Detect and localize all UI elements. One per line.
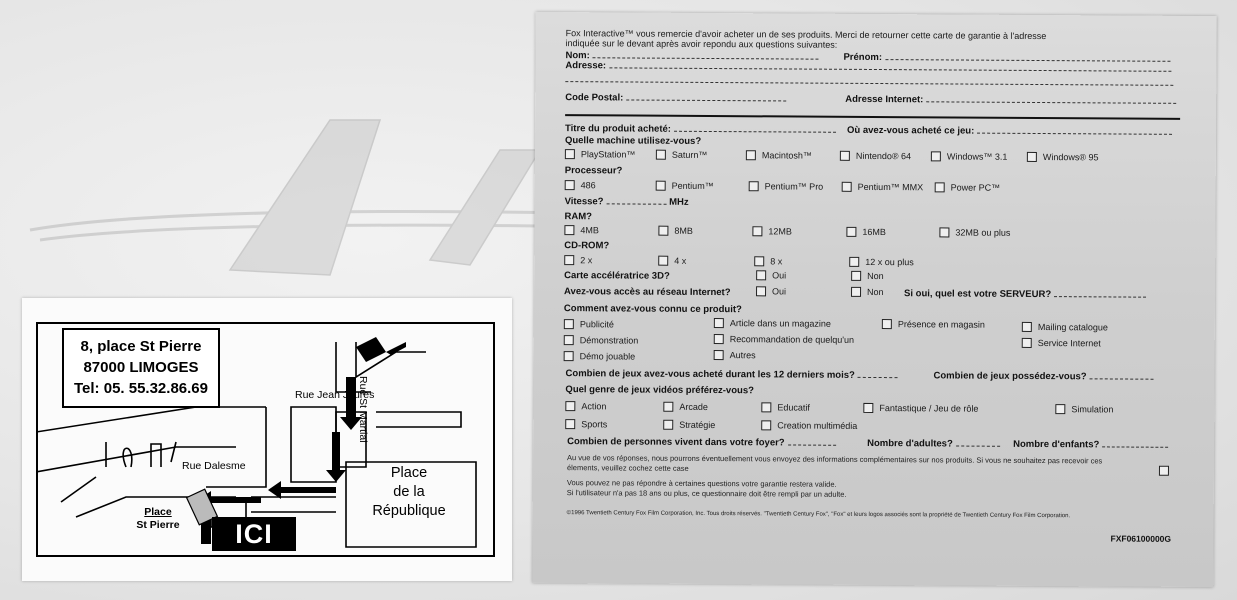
opt-label: 4 x xyxy=(674,255,687,266)
checkbox[interactable] xyxy=(564,351,574,361)
address-street: 8, place St Pierre xyxy=(80,338,202,355)
opt-arcade[interactable] xyxy=(663,401,708,413)
enfants-field[interactable] xyxy=(1013,439,1168,451)
opt-label: 16MB xyxy=(862,226,886,238)
checkbox[interactable] xyxy=(565,401,575,411)
opt-label: Démo jouable xyxy=(579,351,636,362)
code-postal-label: Code Postal: xyxy=(565,92,624,104)
opt-demo-jouable[interactable] xyxy=(564,350,636,362)
opt-cd-12x[interactable] xyxy=(849,256,914,268)
opt-sports[interactable] xyxy=(565,418,607,430)
q-internet: Avez-vous accès au réseau Internet? xyxy=(564,286,731,299)
checkbox[interactable] xyxy=(663,402,673,412)
opt-label: 8MB xyxy=(674,225,693,236)
checkbox[interactable] xyxy=(714,318,724,328)
opt-pentium-mmx[interactable] xyxy=(842,181,924,193)
vitesse-field[interactable] xyxy=(565,196,689,208)
opt-12mb[interactable] xyxy=(752,225,792,237)
checkbox[interactable] xyxy=(882,319,892,329)
opt-macintosh[interactable] xyxy=(746,149,812,161)
checkbox[interactable] xyxy=(658,256,668,266)
serveur-label: Si oui, quel est votre SERVEUR? xyxy=(904,288,1052,301)
notice-line4: Si l'utilisateur n'a pas 18 ans ou plus, ce questionnaire doit être rempli par un adulte. xyxy=(566,488,847,499)
checkbox[interactable] xyxy=(565,149,575,159)
address-phone: Tel: 05. 55.32.86.69 xyxy=(74,380,208,397)
adultes-field[interactable] xyxy=(867,438,1000,450)
opt-action[interactable] xyxy=(565,400,606,412)
checkbox[interactable] xyxy=(714,334,724,344)
checkbox[interactable] xyxy=(564,255,574,265)
checkbox[interactable] xyxy=(931,151,941,161)
checkbox[interactable] xyxy=(658,226,668,236)
opt-strategie[interactable] xyxy=(663,419,715,431)
intro-line2: indiquée sur le devant après avoir repondu aux questions suivantes: xyxy=(565,38,838,50)
q-carte3d: Carte accélératrice 3D? xyxy=(564,270,670,282)
opt-no-info[interactable] xyxy=(1159,465,1175,477)
checkbox[interactable] xyxy=(564,335,574,345)
checkbox[interactable] xyxy=(761,402,771,412)
checkbox[interactable] xyxy=(752,226,762,236)
ou-label: Où avez-vous acheté ce jeu: xyxy=(846,124,975,137)
label-place-st-pierre xyxy=(118,506,198,532)
label-rue-jean-jaures: Rue Jean Jaures xyxy=(295,389,375,401)
checkbox[interactable] xyxy=(939,227,949,237)
checkbox[interactable] xyxy=(1159,466,1169,476)
prenom-label: Prénom: xyxy=(843,51,883,64)
opt-label: Simulation xyxy=(1071,404,1114,415)
opt-label: Service Internet xyxy=(1037,337,1101,349)
code-postal-field[interactable] xyxy=(565,92,786,104)
opt-label: 486 xyxy=(580,180,596,191)
vitesse-unit: MHz xyxy=(669,196,689,208)
place-republique-line3: République xyxy=(372,503,446,519)
opt-label: Arcade xyxy=(679,401,708,412)
opt-power-pc[interactable] xyxy=(935,181,1001,193)
q-processeur: Processeur? xyxy=(564,165,623,177)
opt-label: Pentium™ Pro xyxy=(764,181,824,192)
opt-label: Educatif xyxy=(777,402,810,413)
here-badge: ICI xyxy=(212,517,296,551)
label-place-republique xyxy=(358,464,460,521)
checkbox[interactable] xyxy=(565,419,575,429)
opt-label: Stratégie xyxy=(679,419,716,431)
checkbox[interactable] xyxy=(663,420,673,430)
checkbox[interactable] xyxy=(935,182,945,192)
opt-label: Sports xyxy=(581,419,608,430)
opt-service-internet[interactable] xyxy=(1022,337,1101,349)
opt-label: PlayStation™ xyxy=(580,149,636,160)
enfants-label: Nombre d'enfants? xyxy=(1013,438,1100,451)
opt-windows31[interactable] xyxy=(931,150,1008,162)
opt-32mb[interactable] xyxy=(939,226,1010,238)
opt-label: Pentium™ MMX xyxy=(857,181,924,193)
opt-16mb[interactable] xyxy=(846,226,886,238)
opt-fantastique[interactable] xyxy=(863,402,978,415)
opt-internet-non[interactable] xyxy=(851,286,884,298)
opt-label: 2 x xyxy=(580,255,593,266)
opt-label: Saturn™ xyxy=(671,149,708,160)
titre-label: Titre du produit acheté: xyxy=(565,123,671,135)
checkbox[interactable] xyxy=(851,271,861,281)
checkbox[interactable] xyxy=(863,403,873,413)
jeux-possedes-label: Combien de jeux possédez-vous? xyxy=(933,370,1087,383)
checkbox[interactable] xyxy=(565,180,575,190)
notice-line2: élements, veuillez cochez cette case xyxy=(566,463,689,473)
product-code: FXF06100000G xyxy=(1110,533,1172,544)
opt-label: Action xyxy=(581,401,607,412)
opt-label: Windows® 95 xyxy=(1042,152,1099,163)
jeux-12mois-label: Combien de jeux avez-vous acheté durant les 12 derniers mois? xyxy=(565,368,855,381)
opt-nintendo64[interactable] xyxy=(840,150,911,162)
opt-label: Windows™ 3.1 xyxy=(946,151,1008,162)
checkbox[interactable] xyxy=(656,150,666,160)
section-divider xyxy=(565,114,1180,120)
opt-4mb[interactable] xyxy=(564,224,599,236)
place-republique-line2: de la xyxy=(393,484,425,500)
address-box xyxy=(62,328,220,408)
opt-label: 4MB xyxy=(580,225,599,236)
opt-label: Macintosh™ xyxy=(761,150,812,161)
opt-internet-oui[interactable] xyxy=(756,285,786,297)
checkbox[interactable] xyxy=(761,420,771,430)
opt-label: Non xyxy=(867,286,884,298)
checkbox[interactable] xyxy=(756,286,766,296)
intro-line1: Fox Interactive™ vous remercie d'avoir acheter un de ses produits. Merci de retourner cette carte de garantie à l'adresse xyxy=(565,28,1047,42)
opt-mailing-catalogue[interactable] xyxy=(1022,321,1108,334)
opt-saturn[interactable] xyxy=(656,149,708,161)
personnes-label: Combien de personnes vivent dans votre foyer? xyxy=(567,436,785,449)
opt-label: Oui xyxy=(772,286,787,297)
checkbox[interactable] xyxy=(746,150,756,160)
adresse-internet-label: Adresse Internet: xyxy=(845,93,924,106)
opt-publicite[interactable] xyxy=(564,318,614,330)
opt-label: Fantastique / Jeu de rôle xyxy=(879,403,979,414)
opt-pentium-pro[interactable] xyxy=(749,180,824,192)
q-machine: Quelle machine utilisez-vous? xyxy=(564,135,702,147)
address-city: 87000 LIMOGES xyxy=(83,359,199,376)
opt-486[interactable] xyxy=(565,179,596,191)
checkbox[interactable] xyxy=(1022,338,1032,348)
opt-label: 32MB ou plus xyxy=(955,227,1011,238)
notice-line3: Vous pouvez ne pas répondre à certaines questions votre garantie restera valide. xyxy=(566,478,837,489)
opt-playstation[interactable] xyxy=(565,148,636,160)
label-rue-st-martial: Rue St Martial xyxy=(357,376,369,443)
opt-cd-2x[interactable] xyxy=(564,254,592,266)
q-connu: Comment avez-vous connu ce produit? xyxy=(563,303,742,316)
q-genre: Quel genre de jeux vidéos préférez-vous? xyxy=(565,384,754,397)
opt-educatif[interactable] xyxy=(761,401,810,413)
opt-label: Article dans un magazine xyxy=(729,318,831,329)
opt-label: Autres xyxy=(729,350,756,361)
opt-pentium[interactable] xyxy=(656,180,714,192)
opt-3d-non[interactable] xyxy=(851,270,884,282)
checkbox[interactable] xyxy=(846,227,856,237)
opt-label: Mailing catalogue xyxy=(1037,321,1108,333)
checkbox[interactable] xyxy=(564,225,574,235)
opt-presence-magasin[interactable] xyxy=(882,318,985,331)
checkbox[interactable] xyxy=(564,319,574,329)
opt-cd-4x[interactable] xyxy=(658,255,686,267)
opt-article-magazine[interactable] xyxy=(714,317,831,330)
checkbox[interactable] xyxy=(1027,152,1037,162)
ou-field[interactable] xyxy=(847,125,1172,138)
checkbox[interactable] xyxy=(1022,322,1032,332)
opt-label: Non xyxy=(867,270,884,282)
vitesse-label: Vitesse? xyxy=(564,196,604,208)
opt-label: Présence en magasin xyxy=(897,319,985,330)
opt-label: 12 x ou plus xyxy=(865,256,914,268)
opt-8mb[interactable] xyxy=(658,225,693,237)
copyright: ©1996 Twentieth Century Fox Film Corporation, Inc. Tous droits réservés. "Twentieth Century Fox", "Fox" et leurs logos associés sont la propriété de Twentieth Century Fox Film Corporation. xyxy=(566,510,1071,520)
opt-demonstration[interactable] xyxy=(564,334,639,346)
opt-3d-oui[interactable] xyxy=(756,269,786,281)
business-card xyxy=(22,298,512,581)
checkbox[interactable] xyxy=(714,350,724,360)
opt-label: Pentium™ xyxy=(671,180,714,192)
personnes-field[interactable] xyxy=(567,436,836,449)
checkbox[interactable] xyxy=(851,287,861,297)
jeux-possedes-field[interactable] xyxy=(934,370,1154,382)
checkbox[interactable] xyxy=(1055,404,1065,414)
opt-creation-multimedia[interactable] xyxy=(761,419,857,432)
q-cdrom: CD-ROM? xyxy=(564,240,610,252)
titre-field[interactable] xyxy=(565,123,836,136)
place-st-pierre-line1: Place xyxy=(144,506,172,518)
nom-label: Nom: xyxy=(565,50,590,62)
form-content xyxy=(563,28,1186,544)
jeux-12mois-field[interactable] xyxy=(566,368,898,381)
checkbox[interactable] xyxy=(840,151,850,161)
adresse-label: Adresse: xyxy=(565,60,607,72)
place-republique-line1: Place xyxy=(390,465,428,481)
opt-recommandation[interactable] xyxy=(714,333,854,346)
warranty-form xyxy=(532,12,1216,587)
opt-label: Power PC™ xyxy=(950,182,1001,193)
checkbox[interactable] xyxy=(656,181,666,191)
opt-cd-8x[interactable] xyxy=(754,255,782,267)
checkbox[interactable] xyxy=(754,256,764,266)
notice-line1: Au vue de vos réponses, nous pourrons éventuellement vous envoyez des informations complémentaires sur nos produits. Si vous ne souhaitez pas recevoir ces xyxy=(567,453,1103,466)
opt-windows95[interactable] xyxy=(1027,151,1099,163)
opt-label: Recommandation de quelqu'un xyxy=(729,334,855,345)
adultes-label: Nombre d'adultes? xyxy=(867,437,953,450)
opt-label: Publicité xyxy=(579,319,614,330)
opt-label: Creation multimédia xyxy=(777,420,858,431)
opt-label: 8 x xyxy=(770,256,783,267)
opt-autres[interactable] xyxy=(714,349,756,361)
opt-label: 12MB xyxy=(768,226,792,237)
opt-label: Démonstration xyxy=(579,335,639,346)
checkbox[interactable] xyxy=(842,182,852,192)
place-st-pierre-line2: St Pierre xyxy=(136,519,180,531)
adresse-field[interactable] xyxy=(565,60,1171,75)
adresse-internet-field[interactable] xyxy=(845,94,1176,107)
opt-simulation[interactable] xyxy=(1055,403,1113,415)
adresse-line2[interactable] xyxy=(565,74,1173,89)
label-rue-dalesme: Rue Dalesme xyxy=(182,460,246,472)
q-ram: RAM? xyxy=(564,211,592,223)
checkbox[interactable] xyxy=(849,257,859,267)
opt-label: Nintendo® 64 xyxy=(855,150,912,162)
checkbox[interactable] xyxy=(756,270,766,280)
opt-label: Oui xyxy=(772,270,787,281)
serveur-field[interactable] xyxy=(904,288,1146,300)
checkbox[interactable] xyxy=(749,181,759,191)
